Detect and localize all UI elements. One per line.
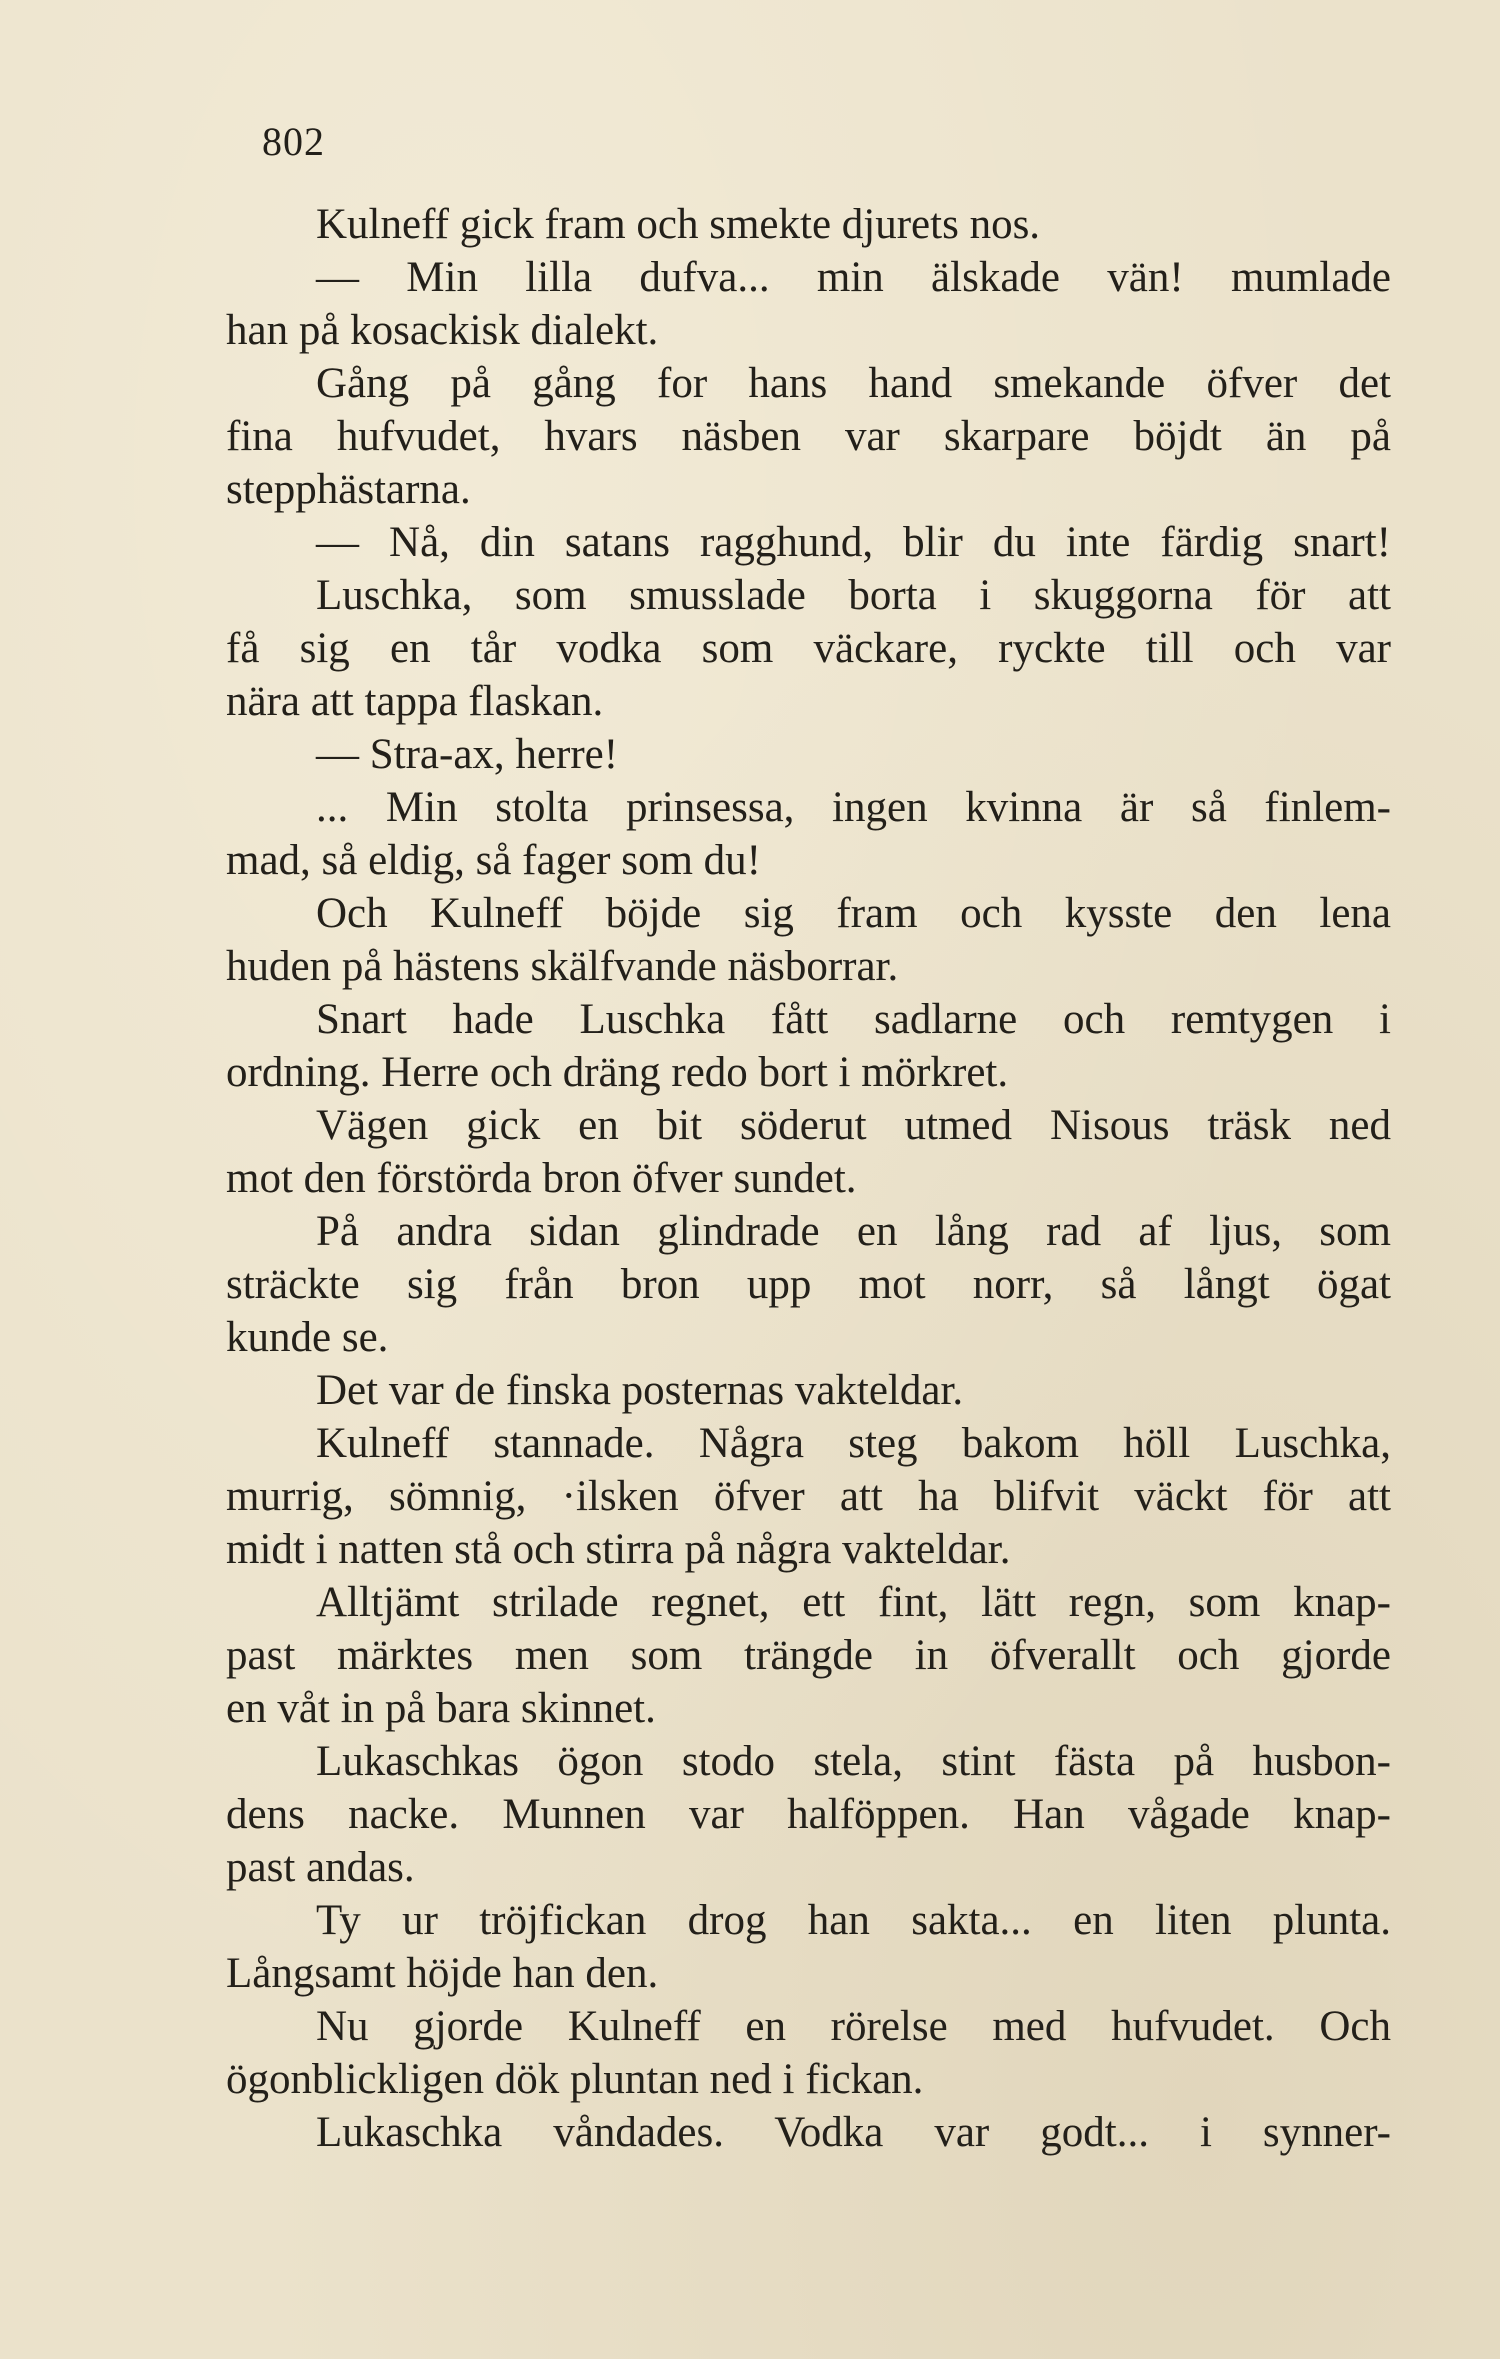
text-line: Nu gjorde Kulneff en rörelse med hufvudet. Och [316, 2003, 1391, 2050]
text-line: — Stra-ax, herre! [316, 731, 619, 778]
text-line: Och Kulneff böjde sig fram och kysste den lena [316, 890, 1391, 937]
text-line: mad, så eldig, så fager som du! [226, 837, 761, 884]
text-line: kunde se. [226, 1314, 389, 1361]
text-line: Snart hade Luschka fått sadlarne och remtygen i [316, 996, 1391, 1043]
text-line: Kulneff stannade. Några steg bakom höll Luschka, [316, 1420, 1391, 1467]
text-line: dens nacke. Munnen var halföppen. Han vågade knap- [226, 1791, 1391, 1838]
text-line: past andas. [226, 1844, 415, 1891]
text-line: Långsamt höjde han den. [226, 1950, 659, 1997]
text-line: fina hufvudet, hvars näsben var skarpare böjdt än på [226, 413, 1391, 460]
text-line: Det var de finska posternas vakteldar. [316, 1367, 964, 1414]
text-line: nära att tappa flaskan. [226, 678, 604, 725]
text-line: sträckte sig från bron upp mot norr, så långt ögat [226, 1261, 1391, 1308]
page-number: 802 [262, 119, 325, 164]
text-line: Lukaschka våndades. Vodka var godt... i synner- [316, 2109, 1391, 2156]
text-line: ... Min stolta prinsessa, ingen kvinna är så finlem- [316, 784, 1391, 831]
text-line: stepphästarna. [226, 466, 471, 513]
text-line: past märktes men som trängde in öfverallt och gjorde [226, 1632, 1391, 1679]
text-line: Kulneff gick fram och smekte djurets nos. [316, 201, 1041, 248]
text-line: Luschka, som smusslade borta i skuggorna för att [316, 572, 1391, 619]
text-line: Ty ur tröjfickan drog han sakta... en liten plunta. [316, 1897, 1391, 1944]
text-line: huden på hästens skälfvande näsborrar. [226, 943, 899, 990]
text-line: — Nå, din satans ragghund, blir du inte färdig snart! [316, 519, 1391, 566]
text-line: murrig, sömnig, ·ilsken öfver att ha blifvit väckt för att [226, 1473, 1391, 1520]
text-line: ordning. Herre och dräng redo bort i mörkret. [226, 1049, 1009, 1096]
text-line: Gång på gång for hans hand smekande öfver det [316, 360, 1391, 407]
text-line: få sig en tår vodka som väckare, ryckte till och var [226, 625, 1391, 672]
text-line: På andra sidan glindrade en lång rad af ljus, som [316, 1208, 1391, 1255]
body-text [226, 198, 1391, 2159]
text-line: mot den förstörda bron öfver sundet. [226, 1155, 857, 1202]
text-line: — Min lilla dufva... min älskade vän! mumlade [316, 254, 1391, 301]
text-line: en våt in på bara skinnet. [226, 1685, 656, 1732]
text-line: han på kosackisk dialekt. [226, 307, 659, 354]
text-line: Alltjämt strilade regnet, ett fint, lätt regn, som knap- [316, 1579, 1391, 1626]
text-line: Lukaschkas ögon stodo stela, stint fästa på husbon- [316, 1738, 1391, 1785]
text-line: Vägen gick en bit söderut utmed Nisous träsk ned [316, 1102, 1391, 1149]
text-line: midt i natten stå och stirra på några vakteldar. [226, 1526, 1011, 1573]
text-line: ögonblickligen dök pluntan ned i fickan. [226, 2056, 924, 2103]
